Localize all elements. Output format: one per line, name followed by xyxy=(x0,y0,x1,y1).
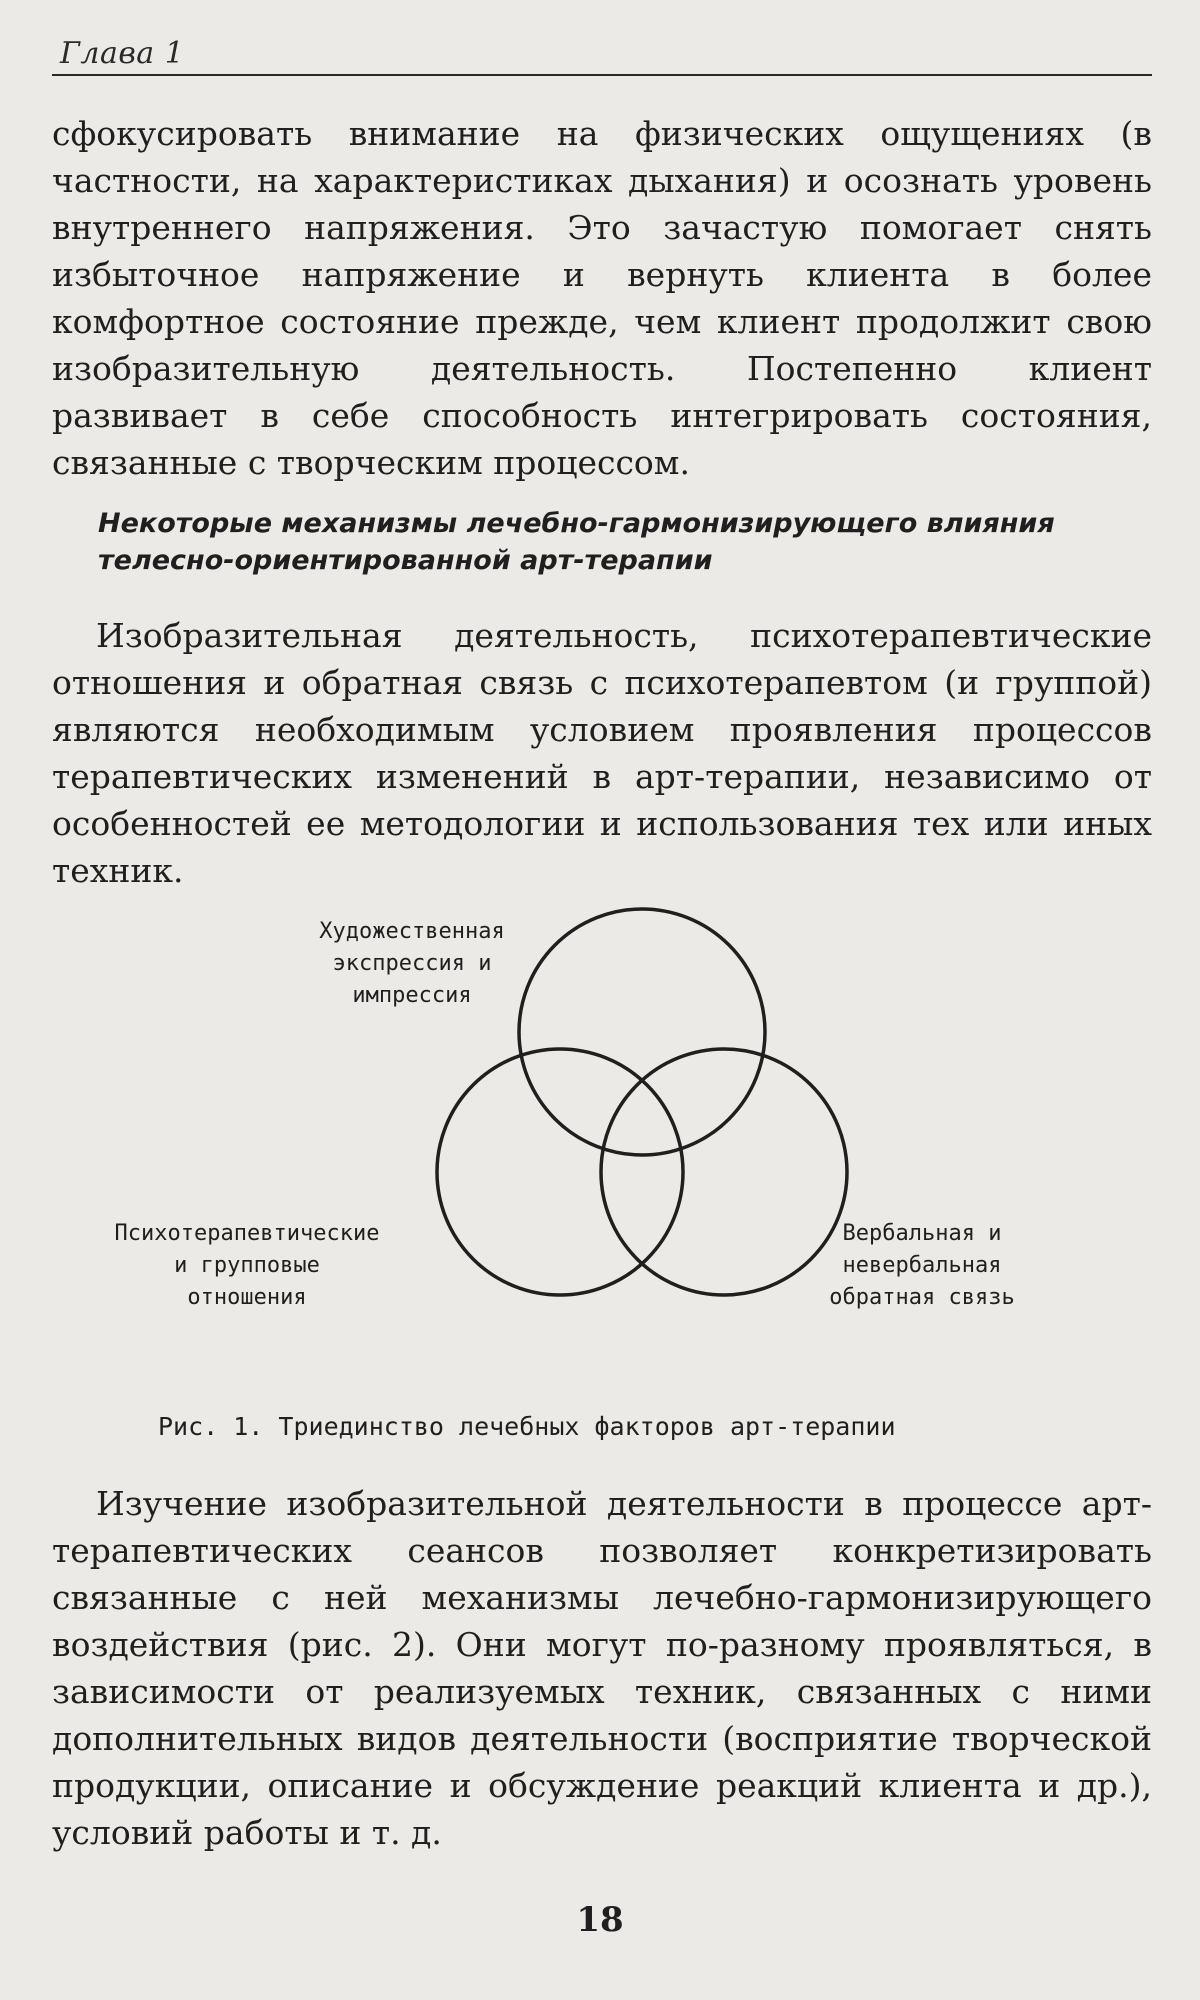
section-heading xyxy=(98,505,1098,579)
label-line: импрессия xyxy=(352,983,472,1008)
label-line: обратная связь xyxy=(829,1285,1015,1310)
section-heading-line-2: телесно-ориентированной арт-терапии xyxy=(98,545,713,576)
label-line: отношения xyxy=(187,1285,307,1310)
label-line: невербальная xyxy=(842,1253,1002,1278)
running-head: Глава 1 xyxy=(60,36,185,71)
label-line: Вербальная и xyxy=(842,1221,1002,1246)
label-feedback xyxy=(772,1218,1072,1314)
venn-circle-left xyxy=(437,1049,683,1295)
label-artistic-expression xyxy=(242,916,582,1012)
label-line: Психотерапевтические xyxy=(114,1221,380,1246)
section-heading-line-1: Некоторые механизмы лечебно-гармонизирующего влияния xyxy=(98,508,1055,539)
label-line: экспрессия и xyxy=(332,951,492,976)
page-number: 18 xyxy=(576,1900,624,1940)
paragraph-3: Изучение изобразительной деятельности в процессе арт-терапевтических сеансов позволяет конкретизировать связанные с ней механизмы лечебно-гармонизирующего воздействия (рис. 2). Они могут по-разному проявляться, в зависимости от реализуемых техник, связанных с ними дополнительных видов деятельности (восприятие творческой продукции, описание и обсуждение реакций клиента и др.), условий работы и т. д. xyxy=(52,1484,1152,1852)
paragraph-1: сфокусировать внимание на физических ощущениях (в частности, на характеристиках дыхания) и осознать уровень внутреннего напряжения. Это зачастую помогает снять избыточное напряжение и вернуть клиента в более комфортное состояние прежде, чем клиент продолжит свою изобразительную деятельность. Постепенно клиент развивает в себе способность интегрировать состояния, связанные с творческим процессом. xyxy=(52,114,1152,482)
figure-caption: Рис. 1. Триединство лечебных факторов арт-терапии xyxy=(158,1412,896,1441)
page-header xyxy=(52,30,1152,76)
label-line: и групповые xyxy=(174,1253,320,1278)
paragraph-2: Изобразительная деятельность, психотерапевтические отношения и обратная связь с психотерапевтом (и группой) являются необходимым условием проявления процессов терапевтических изменений в арт-терапии, независимо от особенностей ее методологии и использования тех или иных техник. xyxy=(52,616,1152,890)
venn-diagram-figure xyxy=(52,900,1152,1320)
label-line: Художественная xyxy=(319,919,505,944)
label-psychotherapeutic-relations xyxy=(52,1218,442,1314)
